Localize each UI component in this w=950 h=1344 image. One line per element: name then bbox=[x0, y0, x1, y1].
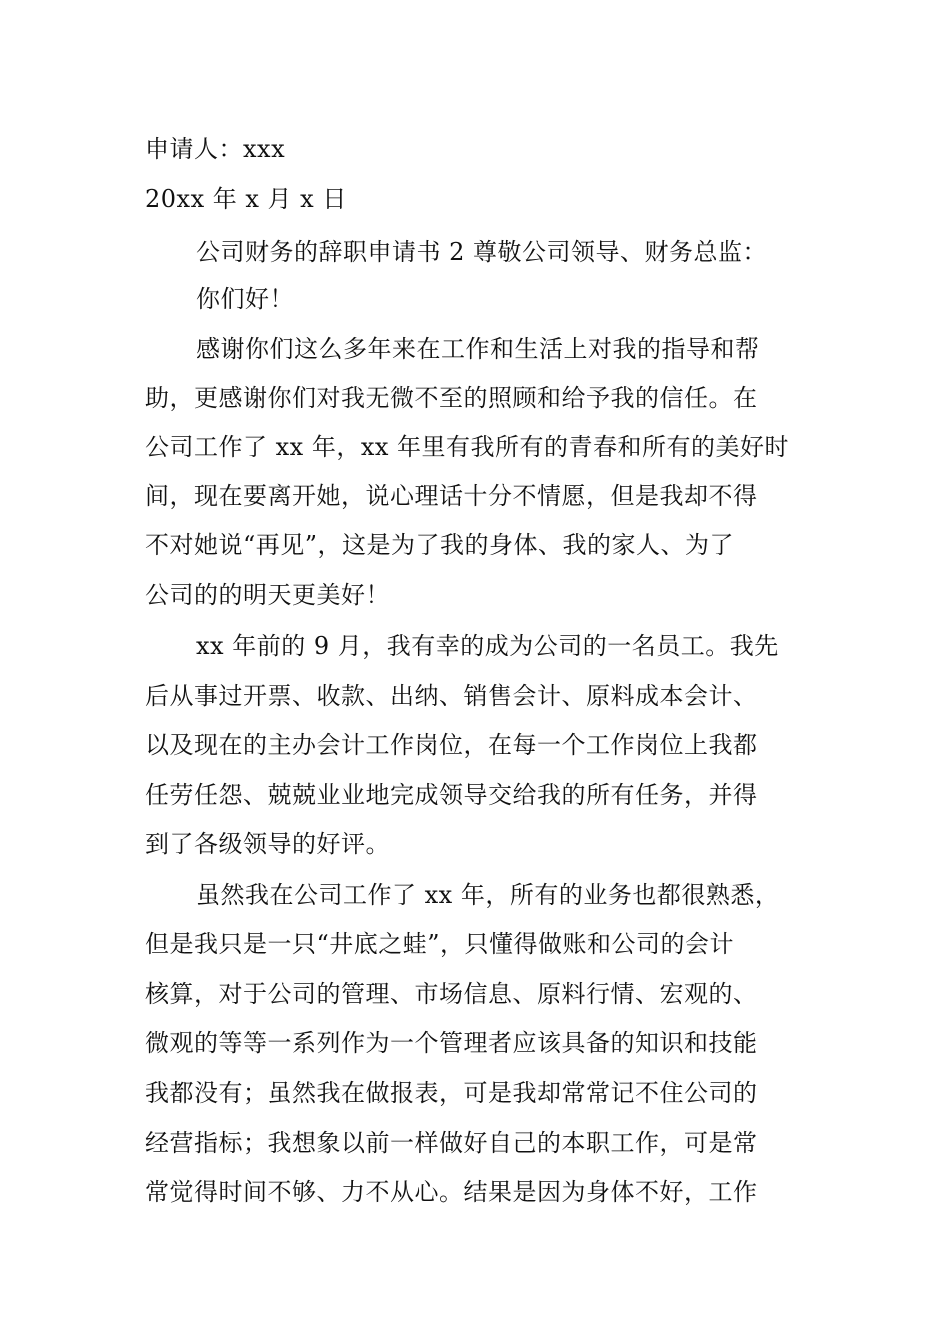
paragraph-1-line-5: 不对她说“再见”，这是为了我的身体、我的家人、为了 bbox=[145, 531, 735, 559]
greeting-line: 你们好！ bbox=[196, 285, 294, 313]
paragraph-1-line-6: 公司的的明天更美好！ bbox=[145, 581, 390, 609]
paragraph-2-line-3: 以及现在的主办会计工作岗位，在每一个工作岗位上我都 bbox=[145, 731, 758, 759]
paragraph-1-line-3: 公司工作了 xx 年，xx 年里有我所有的青春和所有的美好时 bbox=[145, 433, 790, 461]
paragraph-1-line-1: 感谢你们这么多年来在工作和生活上对我的指导和帮 bbox=[196, 335, 760, 363]
paragraph-3-line-2: 但是我只是一只“井底之蛙”，只懂得做账和公司的会计 bbox=[145, 930, 735, 958]
paragraph-3-line-7: 常觉得时间不够、力不从心。结果是因为身体不好，工作 bbox=[145, 1178, 758, 1206]
paragraph-2-line-1: xx 年前的 9 月，我有幸的成为公司的一名员工。我先 bbox=[196, 632, 779, 660]
paragraph-2-line-4: 任劳任怨、兢兢业业地完成领导交给我的所有任务，并得 bbox=[145, 781, 758, 809]
date-line: 20xx 年 x 月 x 日 bbox=[145, 185, 347, 213]
paragraph-3-line-1: 虽然我在公司工作了 xx 年，所有的业务也都很熟悉， bbox=[196, 881, 780, 909]
paragraph-1-line-4: 间，现在要离开她，说心理话十分不情愿，但是我却不得 bbox=[145, 482, 758, 510]
paragraph-3-line-4: 微观的等等一系列作为一个管理者应该具备的知识和技能 bbox=[145, 1029, 758, 1057]
paragraph-3-line-5: 我都没有；虽然我在做报表，可是我却常常记不住公司的 bbox=[145, 1079, 758, 1107]
paragraph-3-line-3: 核算，对于公司的管理、市场信息、原料行情、宏观的、 bbox=[145, 980, 758, 1008]
paragraph-1-line-2: 助，更感谢你们对我无微不至的照顾和给予我的信任。在 bbox=[145, 384, 758, 412]
title-salutation-line: 公司财务的辞职申请书 2 尊敬公司领导、财务总监： bbox=[196, 238, 768, 266]
paragraph-3-line-6: 经营指标；我想象以前一样做好自己的本职工作，可是常 bbox=[145, 1129, 758, 1157]
applicant-line: 申请人：xxx bbox=[145, 135, 286, 163]
paragraph-2-line-2: 后从事过开票、收款、出纳、销售会计、原料成本会计、 bbox=[145, 682, 758, 710]
paragraph-2-line-5: 到了各级领导的好评。 bbox=[145, 830, 390, 858]
